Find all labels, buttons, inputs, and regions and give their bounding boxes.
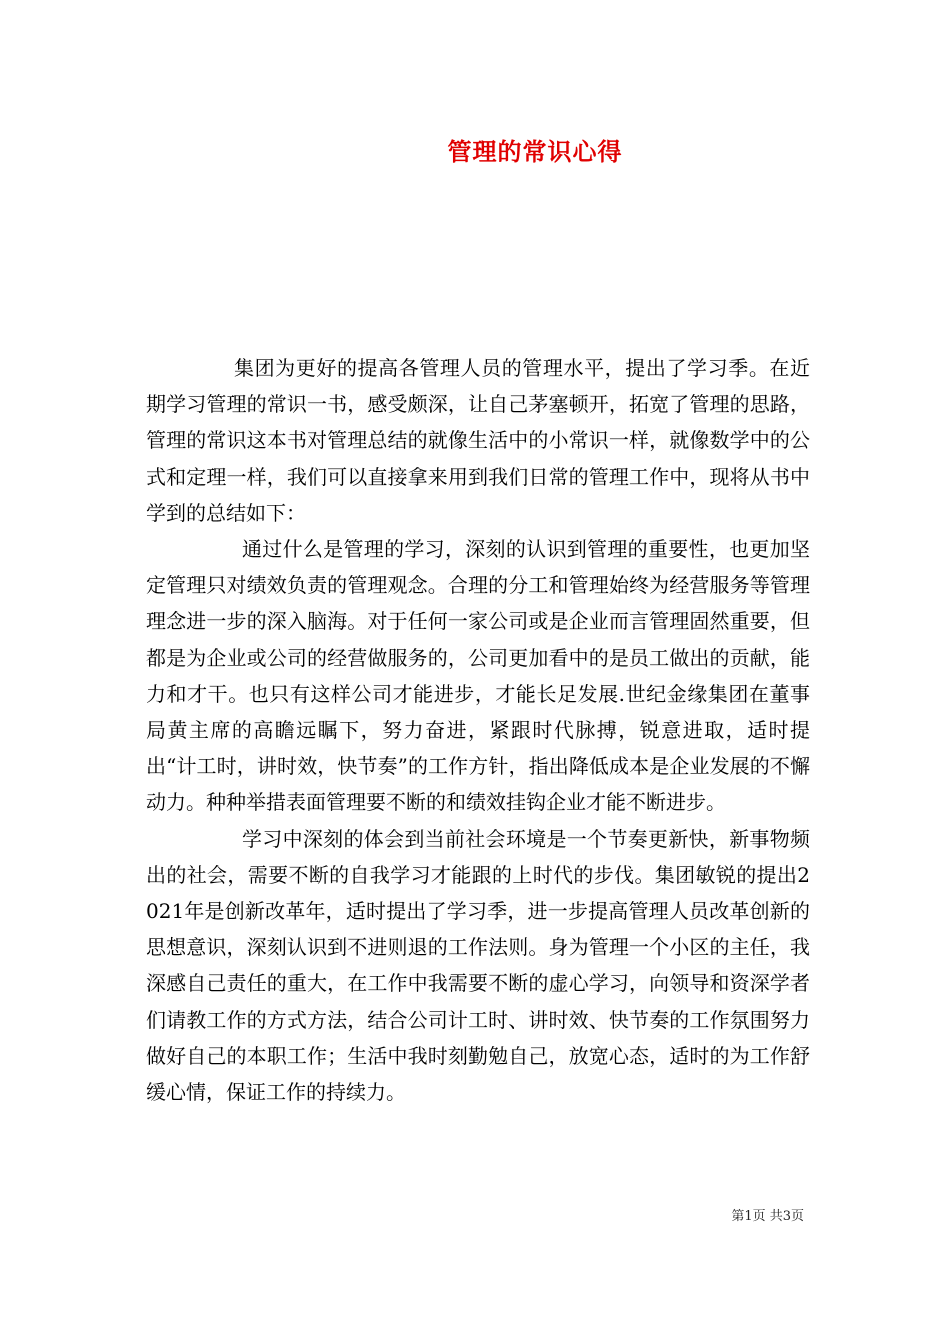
paragraph-3: 学习中深刻的体会到当前社会环境是一个节奏更新快，新事物频出的社会，需要不断的自我学习才能跟的上时代的步伐。集团敏锐的提出2021年是创新改革年，适时提出了学习季，进一步提高管理人员改革创新的思想意识，深刻认识到不进则退的工作法则。身为管理一个小区的主任，我深感自己责任的重大，在工作中我需要不断的虚心学习，向领导和资深学者们请教工作的方式方法，结合公司计工时、讲时效、快节奏的工作氛围努力做好自己的本职工作；生活中我时刻勤勉自己，放宽心态，适时的为工作舒缓心情，保证工作的持续力。 bbox=[146, 826, 810, 1105]
document-body bbox=[146, 350, 810, 1110]
paragraph-2: 通过什么是管理的学习，深刻的认识到管理的重要性，也更加坚定管理只对绩效负责的管理观念。合理的分工和管理始终为经营服务等管理理念进一步的深入脑海。对于任何一家公司或是企业而言管理固然重要，但都是为企业或公司的经营做服务的，公司更加看中的是员工做出的贡献，能力和才干。也只有这样公司才能进步，才能长足发展.世纪金缘集团在董事局黄主席的高瞻远瞩下，努力奋进，紧跟时代脉搏，锐意进取，适时提出“计工时，讲时效，快节奏”的工作方针，指出降低成本是企业发展的不懈动力。种种举措表面管理要不断的和绩效挂钩企业才能不断进步。 bbox=[146, 537, 810, 815]
page-number: 第1页 共3页 bbox=[731, 1209, 804, 1224]
document-title: 管理的常识心得 bbox=[447, 137, 623, 166]
paragraph-1: 集团为更好的提高各管理人员的管理水平，提出了学习季。在近期学习管理的常识一书，感受颇深，让自己茅塞顿开，拓宽了管理的思路，管理的常识这本书对管理总结的就像生活中的小常识一样，就像数学中的公式和定理一样，我们可以直接拿来用到我们日常的管理工作中，现将从书中学到的总结如下： bbox=[146, 356, 810, 525]
